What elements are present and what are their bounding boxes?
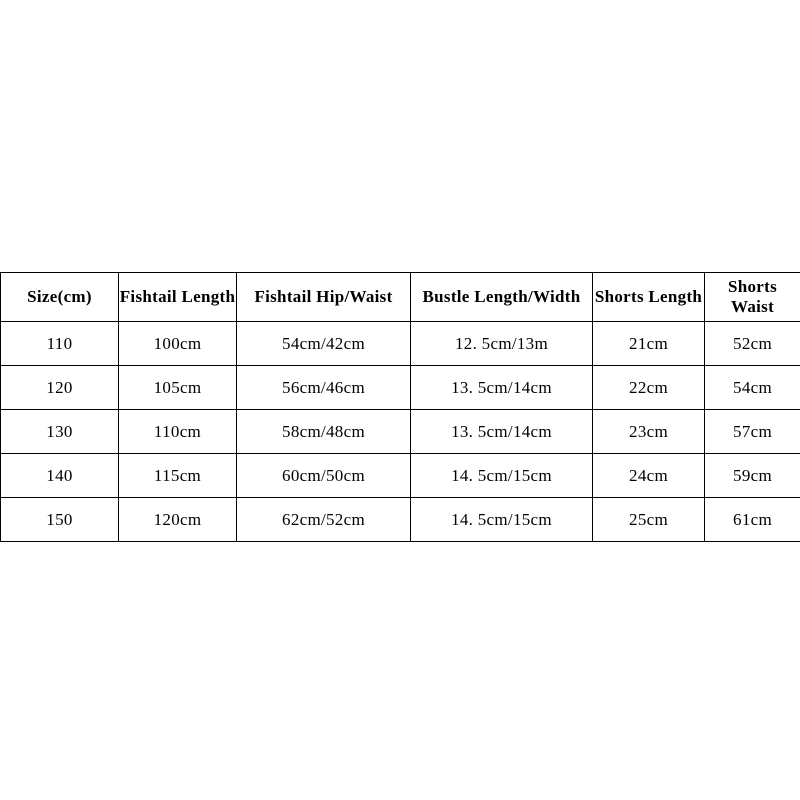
cell-shorts-length: 21cm [593, 322, 705, 366]
table-row [1, 454, 800, 498]
cell-shorts-waist: 57cm [705, 410, 800, 454]
cell-fishtail-length: 105cm [119, 366, 237, 410]
cell-bustle-length-width: 12. 5cm/13m [411, 322, 593, 366]
table-row [1, 322, 800, 366]
cell-shorts-waist: 61cm [705, 498, 800, 542]
cell-shorts-length: 25cm [593, 498, 705, 542]
cell-shorts-length: 23cm [593, 410, 705, 454]
cell-fishtail-length: 110cm [119, 410, 237, 454]
size-chart-table [0, 272, 800, 542]
table-row [1, 366, 800, 410]
table-row [1, 498, 800, 542]
cell-fishtail-length: 115cm [119, 454, 237, 498]
column-header-shorts-length: Shorts Length [593, 273, 705, 322]
size-chart-table-container [0, 272, 800, 542]
cell-fishtail-hip-waist: 56cm/46cm [237, 366, 411, 410]
table-header-row [1, 273, 800, 322]
cell-shorts-waist: 52cm [705, 322, 800, 366]
table-row [1, 410, 800, 454]
cell-shorts-length: 24cm [593, 454, 705, 498]
cell-bustle-length-width: 14. 5cm/15cm [411, 454, 593, 498]
cell-size: 110 [1, 322, 119, 366]
cell-bustle-length-width: 13. 5cm/14cm [411, 410, 593, 454]
cell-bustle-length-width: 13. 5cm/14cm [411, 366, 593, 410]
cell-shorts-length: 22cm [593, 366, 705, 410]
cell-fishtail-hip-waist: 58cm/48cm [237, 410, 411, 454]
cell-size: 150 [1, 498, 119, 542]
cell-bustle-length-width: 14. 5cm/15cm [411, 498, 593, 542]
column-header-bustle-length-width: Bustle Length/Width [411, 273, 593, 322]
column-header-size: Size(cm) [1, 273, 119, 322]
column-header-fishtail-length: Fishtail Length [119, 273, 237, 322]
cell-fishtail-hip-waist: 60cm/50cm [237, 454, 411, 498]
cell-shorts-waist: 59cm [705, 454, 800, 498]
cell-size: 120 [1, 366, 119, 410]
cell-size: 140 [1, 454, 119, 498]
column-header-fishtail-hip-waist: Fishtail Hip/Waist [237, 273, 411, 322]
table-header [1, 273, 800, 322]
table-body [1, 322, 800, 542]
cell-fishtail-hip-waist: 62cm/52cm [237, 498, 411, 542]
cell-fishtail-length: 100cm [119, 322, 237, 366]
cell-fishtail-length: 120cm [119, 498, 237, 542]
cell-shorts-waist: 54cm [705, 366, 800, 410]
column-header-shorts-waist: Shorts Waist [705, 273, 800, 322]
cell-fishtail-hip-waist: 54cm/42cm [237, 322, 411, 366]
cell-size: 130 [1, 410, 119, 454]
